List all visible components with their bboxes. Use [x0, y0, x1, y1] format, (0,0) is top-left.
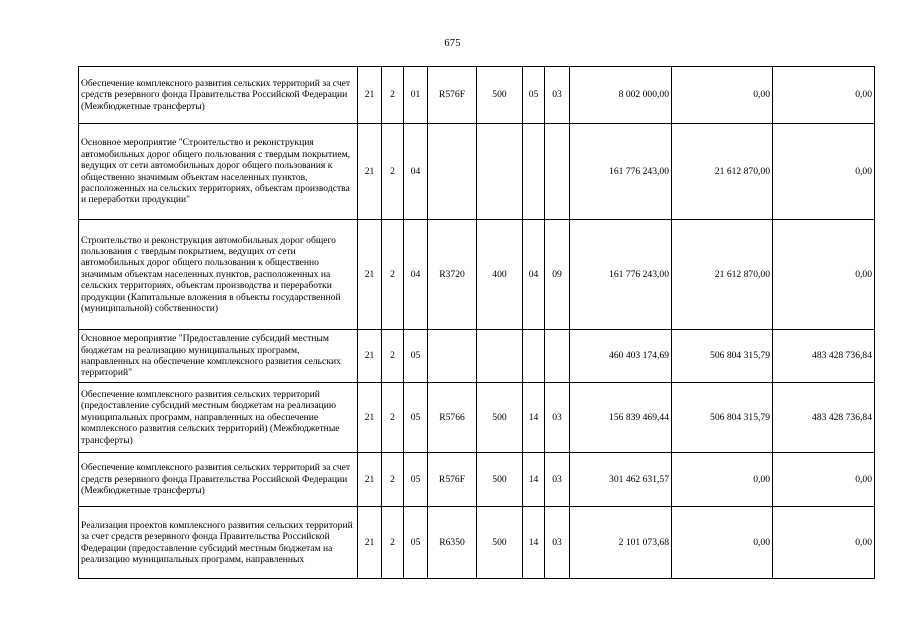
cell-amount1: 161 776 243,00 [570, 124, 672, 220]
cell-c3: 04 [404, 124, 428, 220]
cell-amount2: 506 804 315,79 [672, 330, 773, 383]
cell-c3: 01 [404, 67, 428, 124]
cell-pr: 03 [545, 383, 570, 453]
cell-rz [523, 330, 545, 383]
cell-c3: 05 [404, 330, 428, 383]
page-number: 675 [444, 38, 461, 49]
cell-c2: 2 [382, 383, 404, 453]
cell-amount2: 506 804 315,79 [672, 383, 773, 453]
cell-description: Основное мероприятие "Строительство и реконструкция автомобильных дорог общего пользования с твердым покрытием, ведущих от сети автомобильных дорог общего пользования к общественно значимым объектам населенных пунктов, расположенных на сельских территориях, объектам производства и переработки продукции" [79, 124, 358, 220]
cell-kvr: 500 [477, 507, 523, 579]
cell-amount2: 0,00 [672, 453, 773, 507]
cell-amount3: 0,00 [773, 507, 875, 579]
table-row [79, 383, 875, 453]
cell-pr: 03 [545, 67, 570, 124]
cell-rz: 05 [523, 67, 545, 124]
cell-c3: 05 [404, 453, 428, 507]
cell-c3: 04 [404, 220, 428, 330]
cell-target: R576F [428, 453, 477, 507]
cell-c1: 21 [358, 507, 382, 579]
cell-rz [523, 124, 545, 220]
cell-c2: 2 [382, 453, 404, 507]
cell-c2: 2 [382, 67, 404, 124]
cell-amount3: 0,00 [773, 453, 875, 507]
cell-c1: 21 [358, 67, 382, 124]
cell-pr: 03 [545, 453, 570, 507]
cell-c2: 2 [382, 124, 404, 220]
cell-amount3: 0,00 [773, 67, 875, 124]
cell-amount2: 21 612 870,00 [672, 124, 773, 220]
cell-rz: 14 [523, 507, 545, 579]
cell-amount2: 0,00 [672, 67, 773, 124]
cell-pr: 03 [545, 507, 570, 579]
cell-target [428, 124, 477, 220]
cell-kvr [477, 124, 523, 220]
table-row [79, 330, 875, 383]
cell-kvr: 400 [477, 220, 523, 330]
cell-pr [545, 124, 570, 220]
cell-target: R6350 [428, 507, 477, 579]
cell-description: Основное мероприятие "Предоставление субсидий местным бюджетам на реализацию муниципальных программ, направленных на обеспечение комплексного развития сельских территорий" [79, 330, 358, 383]
cell-c1: 21 [358, 383, 382, 453]
cell-c3: 05 [404, 507, 428, 579]
cell-amount2: 21 612 870,00 [672, 220, 773, 330]
table-row [79, 124, 875, 220]
cell-kvr: 500 [477, 383, 523, 453]
cell-amount1: 301 462 631,57 [570, 453, 672, 507]
cell-rz: 04 [523, 220, 545, 330]
cell-target: R5766 [428, 383, 477, 453]
cell-amount1: 460 403 174,69 [570, 330, 672, 383]
cell-kvr: 500 [477, 453, 523, 507]
cell-c3: 05 [404, 383, 428, 453]
cell-amount1: 2 101 073,68 [570, 507, 672, 579]
cell-c1: 21 [358, 220, 382, 330]
table-row [79, 220, 875, 330]
cell-amount3: 0,00 [773, 124, 875, 220]
cell-description: Обеспечение комплексного развития сельских территорий за счет средств резервного фонда Правительства Российской Федерации (Межбюджетные трансферты) [79, 67, 358, 124]
cell-c1: 21 [358, 124, 382, 220]
table-row [79, 67, 875, 124]
cell-amount1: 8 002 000,00 [570, 67, 672, 124]
cell-description: Реализация проектов комплексного развития сельских территорий за счет средств резервного фонда Правительства Российской Федерации (предоставление субсидий местным бюджетам на реализацию муниципальных программ, направленных [79, 507, 358, 579]
cell-description: Обеспечение комплексного развития сельских территорий за счет средств резервного фонда Правительства Российской Федерации (Межбюджетные трансферты) [79, 453, 358, 507]
cell-target [428, 330, 477, 383]
cell-c2: 2 [382, 330, 404, 383]
cell-c2: 2 [382, 507, 404, 579]
cell-amount1: 161 776 243,00 [570, 220, 672, 330]
table-row [79, 453, 875, 507]
cell-rz: 14 [523, 453, 545, 507]
cell-amount3: 0,00 [773, 220, 875, 330]
budget-table [78, 66, 875, 579]
cell-pr [545, 330, 570, 383]
cell-c1: 21 [358, 330, 382, 383]
table-row [79, 507, 875, 579]
cell-kvr: 500 [477, 67, 523, 124]
cell-kvr [477, 330, 523, 383]
cell-rz: 14 [523, 383, 545, 453]
cell-amount3: 483 428 736,84 [773, 383, 875, 453]
cell-amount2: 0,00 [672, 507, 773, 579]
cell-pr: 09 [545, 220, 570, 330]
cell-c2: 2 [382, 220, 404, 330]
cell-amount3: 483 428 736,84 [773, 330, 875, 383]
cell-amount1: 156 839 469,44 [570, 383, 672, 453]
cell-description: Строительство и реконструкция автомобильных дорог общего пользования с твердым покрытием, ведущих от сети автомобильных дорог общего пользования к общественно значимым объектам населенных пунктов, расположенных на сельских территориях, объектам производства и переработки продукции (Капитальные вложения в объекты государственной (муниципальной) собственности) [79, 220, 358, 330]
cell-c1: 21 [358, 453, 382, 507]
cell-target: R576F [428, 67, 477, 124]
cell-target: R3720 [428, 220, 477, 330]
cell-description: Обеспечение комплексного развития сельских территорий (предоставление субсидий местным бюджетам на реализацию муниципальных программ, направленных на обеспечение комплексного развития сельских территорий) (Межбюджетные трансферты) [79, 383, 358, 453]
